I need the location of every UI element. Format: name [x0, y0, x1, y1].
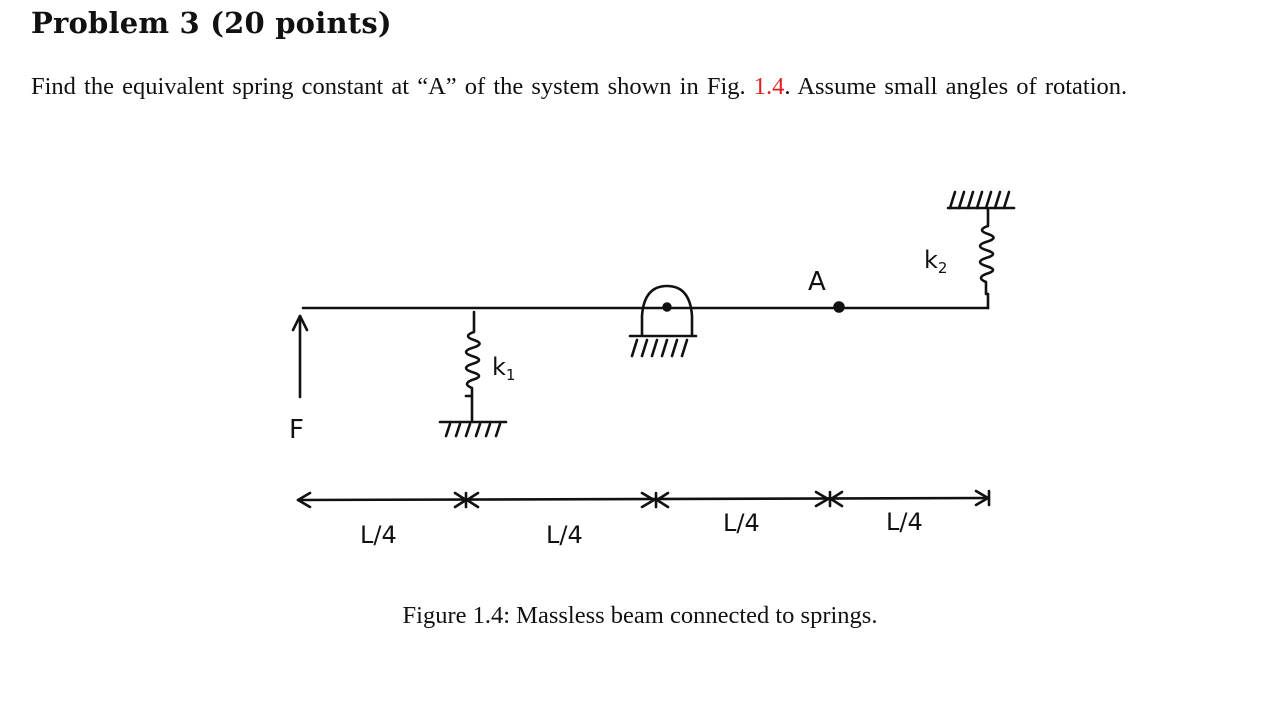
dimension-label-3: L/4: [723, 509, 760, 537]
spring-k1-symbol: k: [492, 353, 506, 381]
dimension-label-1: L/4: [360, 521, 397, 549]
point-a-label: A: [808, 267, 826, 297]
spring-k1-label: [492, 353, 515, 384]
dimension-label-4: L/4: [886, 508, 923, 536]
problem-statement: [31, 70, 1253, 103]
spring-k2-symbol: k: [924, 246, 938, 274]
spring-k1-subscript: 1: [505, 366, 516, 384]
force-label: F: [289, 415, 304, 445]
beam-spring-diagram: [250, 175, 1040, 555]
dimension-label-2: L/4: [546, 521, 583, 549]
statement-text-1: Find the equivalent spring constant at “A” of the system shown in Fig.: [31, 73, 754, 100]
dimension-lines: [298, 491, 989, 507]
spring-k2: [948, 192, 1014, 308]
figure-caption: Figure 1.4: Massless beam connected to springs.: [402, 602, 878, 629]
force-arrow: [293, 316, 307, 397]
spring-k2-subscript: 2: [937, 259, 948, 277]
statement-text-2: . Assume small angles of rotation.: [784, 73, 1128, 100]
spring-k2-label: [924, 246, 947, 277]
pin-support: [630, 286, 696, 356]
figure-reference-link[interactable]: 1.4: [753, 73, 785, 100]
problem-title: Problem 3 (20 points): [31, 6, 392, 40]
point-a-marker: [834, 302, 844, 312]
